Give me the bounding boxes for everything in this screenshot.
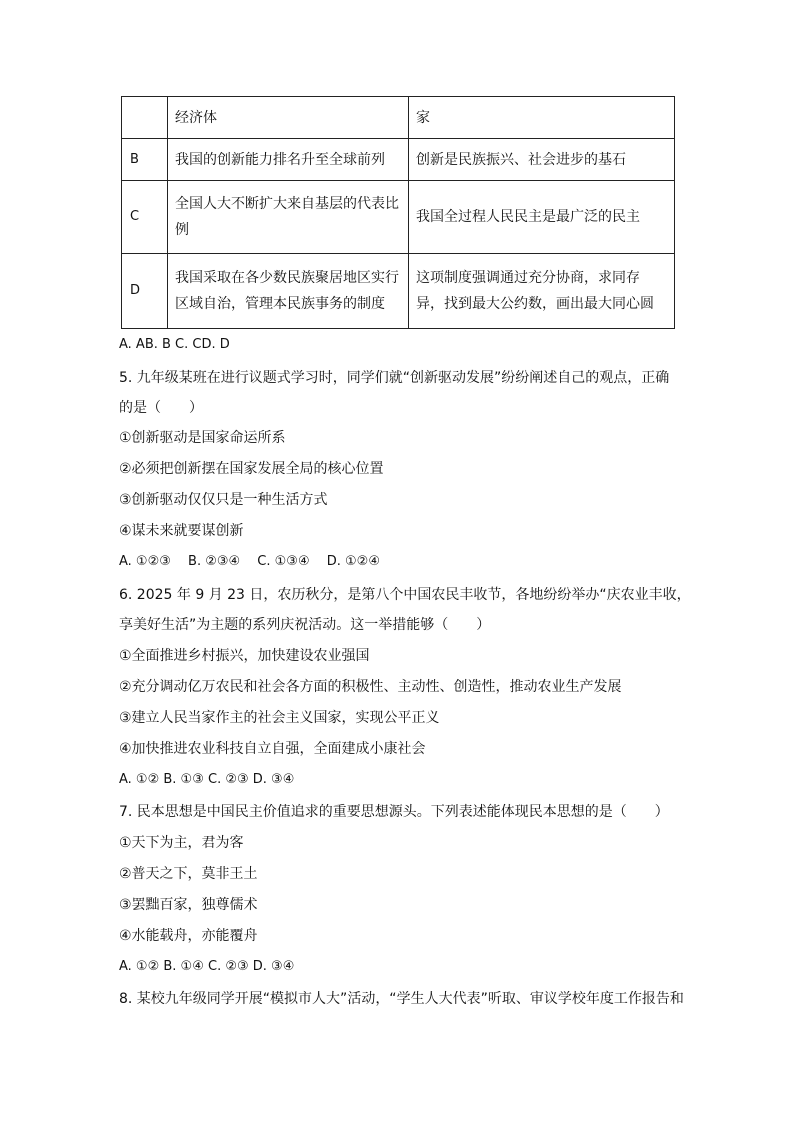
q5-statement-2: ②必须把创新摆在国家发展全局的核心位置 (119, 461, 384, 477)
q6-statement-3: ③建立人民当家作主的社会主义国家，实现公平正义 (119, 710, 440, 726)
table-row (122, 181, 675, 254)
option-label (122, 97, 168, 139)
q8-stem: 8. 某校九年级同学开展“模拟市人大”活动，“学生人大代表”听取、审议学校年度工作报告和 (119, 991, 684, 1007)
q7-statement-4: ④水能载舟，亦能覆舟 (119, 928, 258, 944)
table-cell: 我国采取在各少数民族聚居地区实行区域自治，管理本民族事务的制度 (168, 254, 409, 329)
table-row (122, 139, 675, 181)
option-label: D (122, 254, 168, 329)
q5-stem-cont: 的是（ ） (119, 400, 203, 416)
option-label: B (122, 139, 168, 181)
q6-statement-4: ④加快推进农业科技自立自强，全面建成小康社会 (119, 741, 426, 757)
table-cell: 我国全过程人民民主是最广泛的民主 (409, 181, 675, 254)
option-label: C (122, 181, 168, 254)
table-cell: 经济体 (168, 97, 409, 139)
q7-statement-1: ①天下为主，君为客 (119, 835, 244, 851)
q6-answer-choices: A. ①② B. ①③ C. ②③ D. ③④ (119, 772, 295, 787)
table-row (122, 254, 675, 329)
q6-statement-1: ①全面推进乡村振兴，加快建设农业强国 (119, 648, 370, 664)
q6-stem: 6. 2025 年 9 月 23 日，农历秋分，是第八个中国农民丰收节，各地纷纷举办“庆农业丰收， (119, 587, 691, 603)
table-cell: 我国的创新能力排名升至全球前列 (168, 139, 409, 181)
q4-options-table (121, 96, 675, 329)
q7-statement-3: ③罢黜百家，独尊儒术 (119, 897, 258, 913)
q7-stem: 7. 民本思想是中国民主价值追求的重要思想源头。下列表述能体现民本思想的是（ ） (119, 804, 669, 820)
q5-statement-1: ①创新驱动是国家命运所系 (119, 430, 286, 446)
q5-answer-choices: A. ①②③ B. ②③④ C. ①③④ D. ①②④ (119, 554, 380, 569)
q4-answer-choices: A. AB. B C. CD. D (119, 337, 230, 352)
table-cell: 创新是民族振兴、社会进步的基石 (409, 139, 675, 181)
q5-statement-3: ③创新驱动仅仅只是一种生活方式 (119, 492, 328, 508)
q6-statement-2: ②充分调动亿万农民和社会各方面的积极性、主动性、创造性，推动农业生产发展 (119, 679, 622, 695)
q7-answer-choices: A. ①② B. ①④ C. ②③ D. ③④ (119, 959, 295, 974)
table-cell: 家 (409, 97, 675, 139)
table-cell: 这项制度强调通过充分协商，求同存异，找到最大公约数，画出最大同心圆 (409, 254, 675, 329)
q5-statement-4: ④谋未来就要谋创新 (119, 523, 244, 539)
table-row (122, 97, 675, 139)
q5-stem: 5. 九年级某班在进行议题式学习时，同学们就“创新驱动发展”纷纷阐述自己的观点，正确 (119, 370, 670, 386)
q6-stem-cont: 享美好生活”为主题的系列庆祝活动。这一举措能够（ ） (119, 617, 491, 633)
q7-statement-2: ②普天之下，莫非王土 (119, 866, 258, 882)
table-cell: 全国人大不断扩大来自基层的代表比例 (168, 181, 409, 254)
